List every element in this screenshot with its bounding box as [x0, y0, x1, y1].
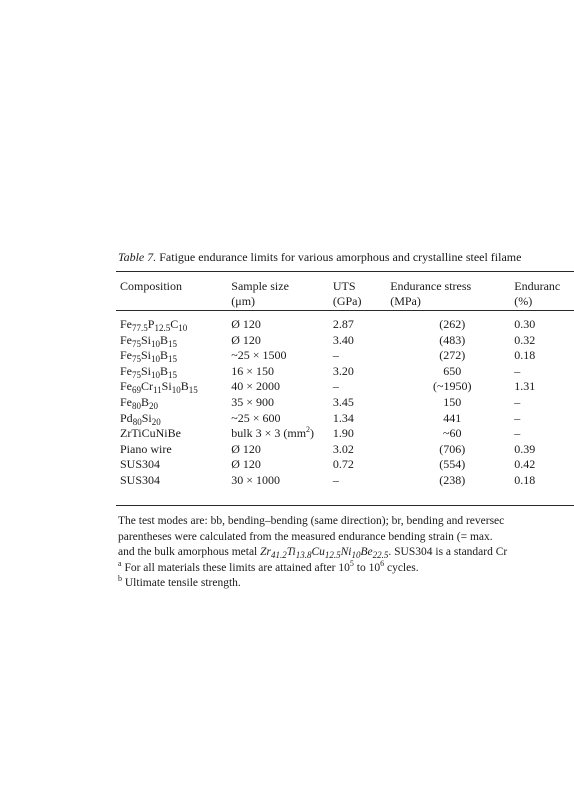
- table-row: [116, 364, 574, 380]
- cell-endurance-strain: –: [514, 394, 521, 409]
- table-bottom-rule: [116, 505, 574, 506]
- element-symbol: P: [147, 317, 155, 331]
- cell-endurance-strain: 0.18: [514, 348, 536, 363]
- exponent: 5: [349, 558, 354, 568]
- element-subscript: 10: [351, 550, 361, 560]
- element-symbol: SUS304: [120, 472, 161, 487]
- cell-endurance-stress: (238): [439, 472, 466, 487]
- cell-endurance-stress: (706): [439, 441, 466, 456]
- cell-uts: 3.02: [332, 441, 354, 456]
- cell-endurance-stress: 441: [443, 410, 462, 425]
- element-symbol: Ti: [286, 546, 296, 558]
- element-symbol: C: [170, 317, 179, 331]
- cell-uts: 3.40: [332, 332, 354, 347]
- cell-endurance-stress: (272): [439, 348, 466, 363]
- header-sample-size: Sample size: [231, 279, 289, 293]
- note-text: . SUS304 is a standard Cr: [388, 546, 508, 558]
- fatigue-table: [116, 279, 574, 489]
- cell-uts: 0.72: [332, 457, 354, 472]
- cell-composition: [116, 333, 231, 349]
- element-subscript: 10: [151, 369, 161, 380]
- cell-uts: –: [332, 472, 339, 487]
- element-symbol: Be: [360, 546, 373, 558]
- cell-composition: [116, 442, 231, 458]
- element-subscript: 15: [188, 385, 198, 396]
- element-symbol: Piano wire: [120, 441, 172, 456]
- cell-composition: [116, 348, 231, 364]
- cell-sample-size: Ø 120: [231, 332, 261, 347]
- element-subscript: 12.5: [154, 323, 171, 333]
- cell-endurance-strain: 1.31: [514, 379, 536, 394]
- element-subscript: 22.5: [372, 550, 389, 560]
- element-subscript: 10: [151, 338, 161, 349]
- cell-uts: 1.34: [332, 410, 354, 425]
- cell-composition: [116, 379, 231, 395]
- element-symbol: SUS304: [120, 457, 161, 472]
- cell-sample-size: ~25 × 1500: [231, 348, 287, 363]
- element-symbol: Fe: [120, 363, 132, 378]
- element-symbol: Pd: [120, 410, 133, 425]
- element-subscript: 13.8: [295, 550, 312, 560]
- note-line: The test modes are: bb, bending–bending (same direction); br, bending and reversec: [118, 515, 505, 527]
- element-subscript: 20: [149, 400, 159, 411]
- table-body: [116, 317, 574, 489]
- cell-uts: –: [332, 379, 339, 394]
- note-line-formula: [118, 545, 507, 561]
- header-endurance-strain-unit: (%): [514, 294, 533, 308]
- cell-sample-size: 40 × 2000: [231, 379, 281, 394]
- cell-endurance-stress: (554): [439, 457, 466, 472]
- element-symbol: B: [160, 348, 169, 363]
- element-subscript: 12.5: [324, 550, 341, 560]
- cell-composition: [116, 364, 231, 380]
- table-row: [116, 317, 574, 333]
- cell-endurance-strain: –: [514, 426, 521, 441]
- header-uts-unit: (GPa): [332, 294, 362, 308]
- table-row: [116, 333, 574, 349]
- cell-sample-size: 30 × 1000: [231, 472, 281, 487]
- table-caption-text: Fatigue endurance limits for various amorphous and crystalline steel filame: [156, 250, 522, 264]
- cell-endurance-strain: –: [514, 410, 521, 425]
- header-endurance-stress: Endurance stress: [390, 279, 472, 293]
- cell-uts: 3.45: [332, 394, 354, 409]
- cell-endurance-stress: ~60: [443, 426, 462, 441]
- element-symbol: Fe: [120, 332, 132, 347]
- element-subscript: 77.5: [132, 323, 148, 333]
- cell-composition: [116, 473, 231, 489]
- element-subscript: 15: [168, 354, 178, 365]
- cell-sample-size: Ø 120: [231, 441, 261, 456]
- element-symbol: ZrTiCuNiBe: [120, 426, 181, 441]
- element-subscript: 11: [153, 385, 162, 396]
- footnote-text: For all materials these limits are attained after 10: [121, 561, 350, 574]
- table-row: [116, 426, 574, 442]
- cell-sample-size: 16 × 150: [231, 363, 275, 378]
- element-symbol: B: [141, 394, 150, 409]
- cell-endurance-strain: –: [514, 363, 521, 378]
- cell-endurance-strain: 0.42: [514, 457, 536, 472]
- element-subscript: 80: [132, 416, 142, 427]
- element-subscript: 10: [151, 354, 161, 365]
- table-row: [116, 379, 574, 395]
- table-top-rule: [116, 271, 574, 272]
- bulk-metal-formula: [260, 546, 388, 558]
- table-caption-label: Table 7.: [118, 250, 157, 264]
- footnote-text: Ultimate tensile strength.: [122, 577, 241, 589]
- element-symbol: B: [160, 363, 169, 378]
- cell-sample-size: Ø 120: [231, 457, 261, 472]
- cell-composition: [116, 426, 231, 442]
- cell-endurance-stress: 150: [443, 394, 462, 409]
- element-symbol: Si: [141, 363, 152, 378]
- table-row: [116, 395, 574, 411]
- element-subscript: 41.2: [271, 550, 287, 560]
- footnote-a: [118, 558, 507, 577]
- cell-sample-size: bulk 3 × 3 $(mm^2)$: [231, 425, 315, 441]
- element-symbol: B: [180, 379, 189, 394]
- element-subscript: 75: [132, 338, 141, 349]
- cell-endurance-stress: 650: [443, 363, 462, 378]
- header-endurance-strain: Enduranc: [514, 279, 561, 293]
- table-row: [116, 457, 574, 473]
- cell-uts: 3.20: [332, 363, 354, 378]
- cell-endurance-stress: (483): [439, 332, 466, 347]
- cell-composition: [116, 411, 231, 427]
- table-notes: [118, 514, 507, 592]
- element-subscript: 10: [171, 385, 181, 396]
- element-symbol: Si: [161, 379, 172, 394]
- cell-sample-size: 35 × 900: [231, 394, 275, 409]
- cell-endurance-stress: (262): [439, 317, 466, 331]
- header-composition-unit: [116, 294, 231, 317]
- cell-uts: 2.87: [332, 317, 354, 331]
- footnote-mark: a: [118, 558, 122, 568]
- element-symbol: Si: [141, 348, 152, 363]
- element-symbol: Cu: [311, 546, 325, 558]
- element-symbol: Ni: [340, 546, 352, 558]
- element-symbol: Fe: [120, 348, 132, 363]
- element-symbol: Cr: [141, 379, 153, 394]
- header-composition: Composition: [120, 279, 183, 293]
- cell-composition: [116, 395, 231, 411]
- cell-composition: [116, 457, 231, 473]
- table-row: [116, 411, 574, 427]
- element-subscript: 20: [151, 416, 161, 427]
- footnote-mark: b: [118, 574, 122, 583]
- footnote-text: cycles.: [384, 561, 419, 574]
- footnote-text: to 10: [353, 561, 381, 574]
- element-symbol: Si: [141, 332, 152, 347]
- exponent: 6: [380, 558, 385, 568]
- note-text: and the bulk amorphous metal: [118, 546, 261, 558]
- header-endurance-stress-unit: (MPa): [390, 294, 421, 308]
- element-symbol: B: [160, 332, 169, 347]
- table-row: [116, 348, 574, 364]
- cell-uts: 1.90: [332, 426, 354, 441]
- table-row: [116, 442, 574, 458]
- header-uts: UTS: [332, 279, 356, 293]
- cell-sample-size: ~25 × 600: [231, 410, 281, 425]
- cell-uts: –: [332, 348, 339, 363]
- table-caption: [118, 250, 521, 265]
- header-sample-size-unit: (μm): [231, 294, 256, 308]
- element-symbol: Fe: [120, 394, 132, 409]
- element-subscript: 15: [168, 338, 178, 349]
- cell-endurance-strain: 0.30: [514, 317, 536, 331]
- element-subscript: 75: [132, 354, 141, 365]
- element-subscript: 80: [132, 400, 141, 411]
- cell-endurance-stress: (~1950): [433, 379, 472, 394]
- note-line: parentheses were calculated from the measured endurance bending strain (= max.: [118, 530, 493, 543]
- cell-composition: [116, 317, 231, 333]
- cell-endurance-strain: 0.18: [514, 472, 536, 487]
- footnote-b: [118, 576, 507, 592]
- element-subscript: 15: [168, 369, 178, 380]
- element-subscript: 75: [132, 369, 141, 380]
- element-symbol: Zr: [260, 546, 271, 558]
- element-symbol: Fe: [120, 317, 132, 331]
- cell-endurance-strain: 0.32: [514, 332, 536, 347]
- element-symbol: Fe: [120, 379, 132, 394]
- element-subscript: 69: [132, 385, 141, 396]
- table-row: [116, 473, 574, 489]
- cell-endurance-strain: 0.39: [514, 441, 536, 456]
- element-symbol: Si: [141, 410, 152, 425]
- cell-sample-size: Ø 120: [231, 317, 261, 331]
- element-subscript: 10: [178, 323, 188, 333]
